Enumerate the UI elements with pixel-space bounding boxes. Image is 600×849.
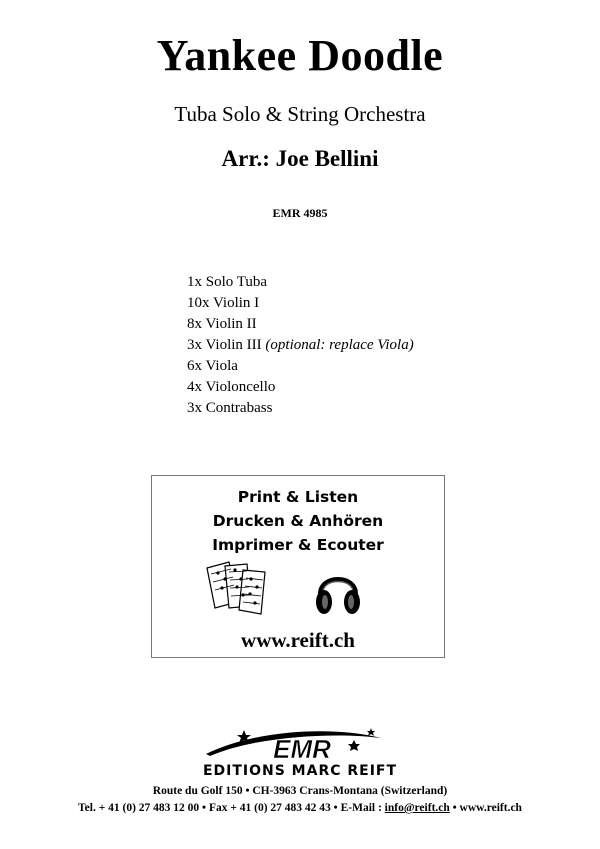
publisher-contact (0, 802, 600, 814)
instrument-text: 4x Violoncello (187, 379, 276, 395)
instrument-text: 10x Violin I (187, 295, 260, 311)
instrument-text: 1x Solo Tuba (187, 274, 268, 290)
instrument-item (187, 335, 414, 356)
instrument-item (187, 356, 414, 377)
promo-line-french: Imprimer & Ecouter (212, 536, 384, 554)
promo-line-english: Print & Listen (237, 488, 359, 506)
logo-text: EMR (273, 734, 331, 764)
sheet-music-icon (203, 560, 273, 616)
promo-website-link[interactable]: www.reift.ch (241, 628, 355, 652)
emr-logo (196, 724, 406, 764)
publisher-address: Route du Golf 150 • CH-3963 Crans-Montana (Switzerland) (152, 785, 448, 797)
instrument-item (187, 314, 414, 335)
instrument-text: 3x Violin III (187, 337, 262, 353)
instrument-item (187, 398, 414, 419)
instrument-note: (optional: replace Viola) (265, 337, 414, 353)
email-link[interactable]: info@reift.ch (384, 802, 450, 814)
headphones-icon (313, 564, 363, 616)
instrument-item (187, 272, 414, 293)
contact-phone-fax: Tel. + 41 (0) 27 483 12 00 • Fax + 41 (0) 27 483 42 43 • E-Mail : (78, 802, 382, 814)
page-title: Yankee Doodle (156, 31, 444, 80)
arranger: Arr.: Joe Bellini (221, 146, 379, 171)
instrument-text: 8x Violin II (187, 316, 257, 332)
subtitle: Tuba Solo & String Orchestra (174, 102, 426, 126)
catalog-number: EMR 4985 (272, 206, 328, 220)
print-listen-box (151, 475, 445, 658)
publisher-name: EDITIONS MARC REIFT (202, 763, 398, 779)
instrumentation-list (187, 272, 414, 419)
instrument-item (187, 293, 414, 314)
promo-line-german: Drucken & Anhören (212, 512, 384, 530)
website-text[interactable]: • www.reift.ch (452, 802, 522, 814)
instrument-text: 3x Contrabass (187, 400, 273, 416)
instrument-text: 6x Viola (187, 358, 238, 374)
instrument-item (187, 377, 414, 398)
